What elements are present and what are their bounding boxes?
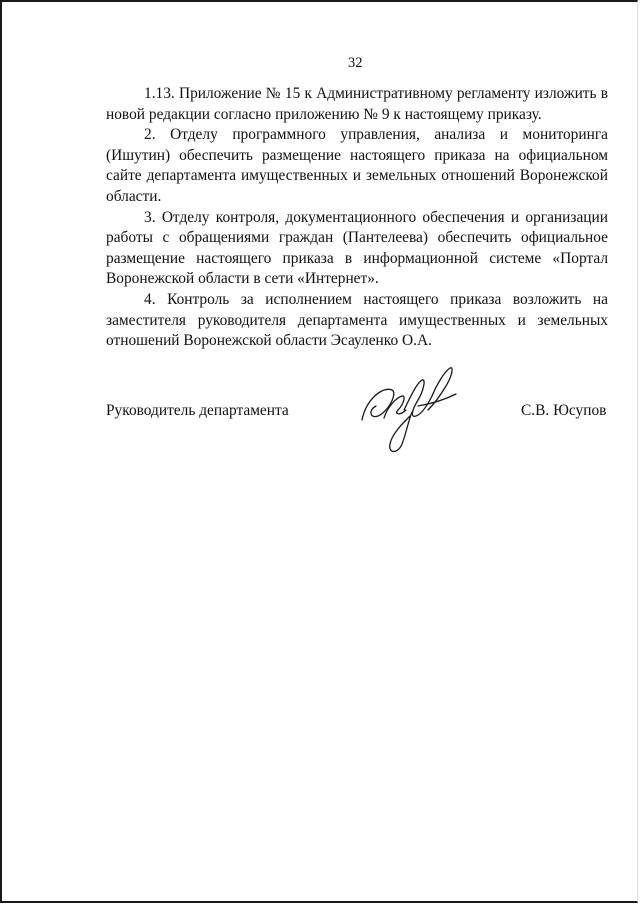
signatory-title: Руководитель департамента	[106, 402, 289, 419]
paragraph-4: 4. Контроль за исполнением настоящего приказа возложить на заместителя руководителя департамента имущественных и земельных отношений Воронежской области Эсауленко О.А.	[106, 290, 608, 350]
paragraph-2: 2. Отделу программного управления, анализа и мониторинга (Ишутин) обеспечить размещение настоящего приказа на официальном сайте департамента имущественных и земельных отношений Воронежской области.	[106, 126, 608, 205]
signatory-name: С.В. Юсупов	[521, 402, 607, 419]
document-body	[106, 84, 608, 352]
paragraph-1-13: 1.13. Приложение № 15 к Административному регламенту изложить в новой редакции согласно приложению № 9 к настоящему приказу.	[106, 85, 608, 123]
page-number: 32	[348, 55, 363, 71]
paragraph-3: 3. Отделу контроля, документационного обеспечения и организации работы с обращениями граждан (Пантелеева) обеспечить официальное размещение настоящего приказа в информационной системе «Портал Воронежской области в сети «Интернет».	[106, 208, 608, 288]
handwritten-signature	[352, 360, 462, 460]
